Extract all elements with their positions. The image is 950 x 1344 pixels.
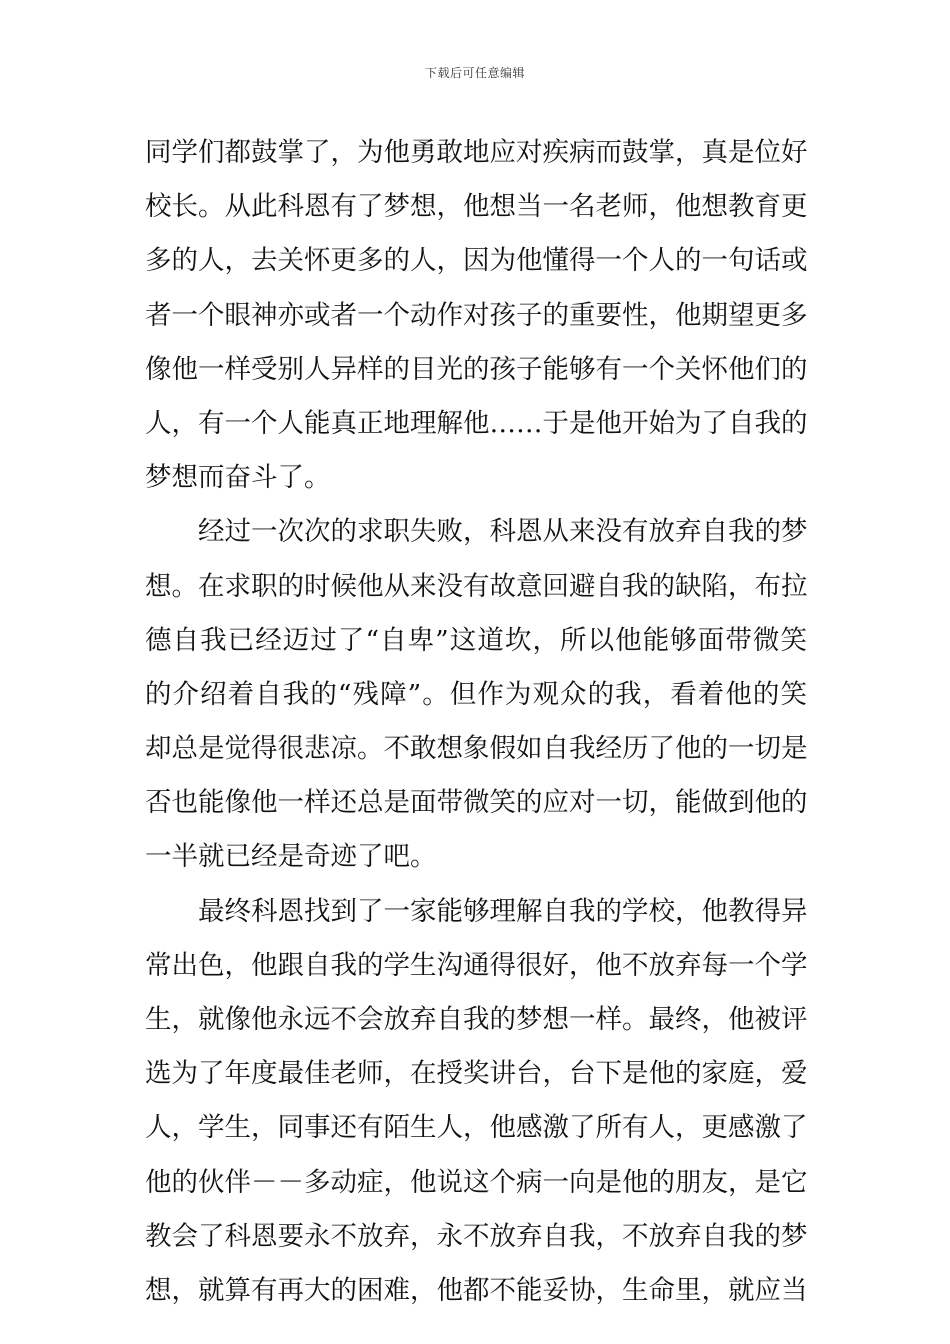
paragraph-3 <box>145 885 807 1319</box>
text-line: 人，有一个人能真正地理解他……于是他开始为了自我的 <box>145 407 808 439</box>
text-line: 者一个眼神亦或者一个动作对孩子的重要性，他期望更多 <box>145 299 808 331</box>
text-line: 他的伙伴－－多动症，他说这个病一向是他的朋友，是它 <box>145 1166 808 1198</box>
text-line: 同学们都鼓掌了，为他勇敢地应对疾病而鼓掌，真是位好 <box>145 137 808 168</box>
text-line: 人，学生，同事还有陌生人，他感激了所有人，更感激了 <box>145 1112 808 1144</box>
text-line: 校长。从此科恩有了梦想，他想当一名老师，他想教育更 <box>145 191 808 223</box>
text-line: 德自我已经迈过了“自卑”这道坎，所以他能够面带微笑 <box>145 624 807 656</box>
text-line: 教会了科恩要永不放弃，永不放弃自我，不放弃自我的梦 <box>145 1220 808 1252</box>
paragraph-2 <box>145 505 807 884</box>
text-line: 否也能像他一样还总是面带微笑的应对一切，能做到他的 <box>145 787 808 819</box>
text-line: 生，就像他永远不会放弃自我的梦想一样。最终，他被评 <box>145 1004 808 1035</box>
text-line: 想。在求职的时候他从来没有故意回避自我的缺陷，布拉 <box>145 570 808 602</box>
page-header: 下载后可任意编辑 <box>424 66 525 80</box>
text-line: 经过一次次的求职失败，科恩从来没有放弃自我的梦 <box>145 516 808 548</box>
text-line: 一半就已经是奇迹了吧。 <box>145 841 437 873</box>
text-line: 梦想而奋斗了。 <box>145 462 331 494</box>
text-line: 的介绍着自我的“残障”。但作为观众的我，看着他的笑 <box>145 678 807 710</box>
text-line: 常出色，他跟自我的学生沟通得很好，他不放弃每一个学 <box>145 949 808 981</box>
text-line: 最终科恩找到了一家能够理解自我的学校，他教得异 <box>145 895 808 927</box>
document-body <box>145 126 807 1318</box>
text-line: 选为了年度最佳老师，在授奖讲台，台下是他的家庭，爱 <box>145 1058 808 1090</box>
text-line: 像他一样受别人异样的目光的孩子能够有一个关怀他们的 <box>145 353 808 385</box>
text-line: 想，就算有再大的困难，他都不能妥协，生命里，就应当 <box>145 1274 808 1306</box>
text-line: 却总是觉得很悲凉。不敢想象假如自我经历了他的一切是 <box>145 733 808 765</box>
paragraph-1 <box>145 126 807 505</box>
text-line: 多的人，去关怀更多的人，因为他懂得一个人的一句话或 <box>145 245 808 277</box>
